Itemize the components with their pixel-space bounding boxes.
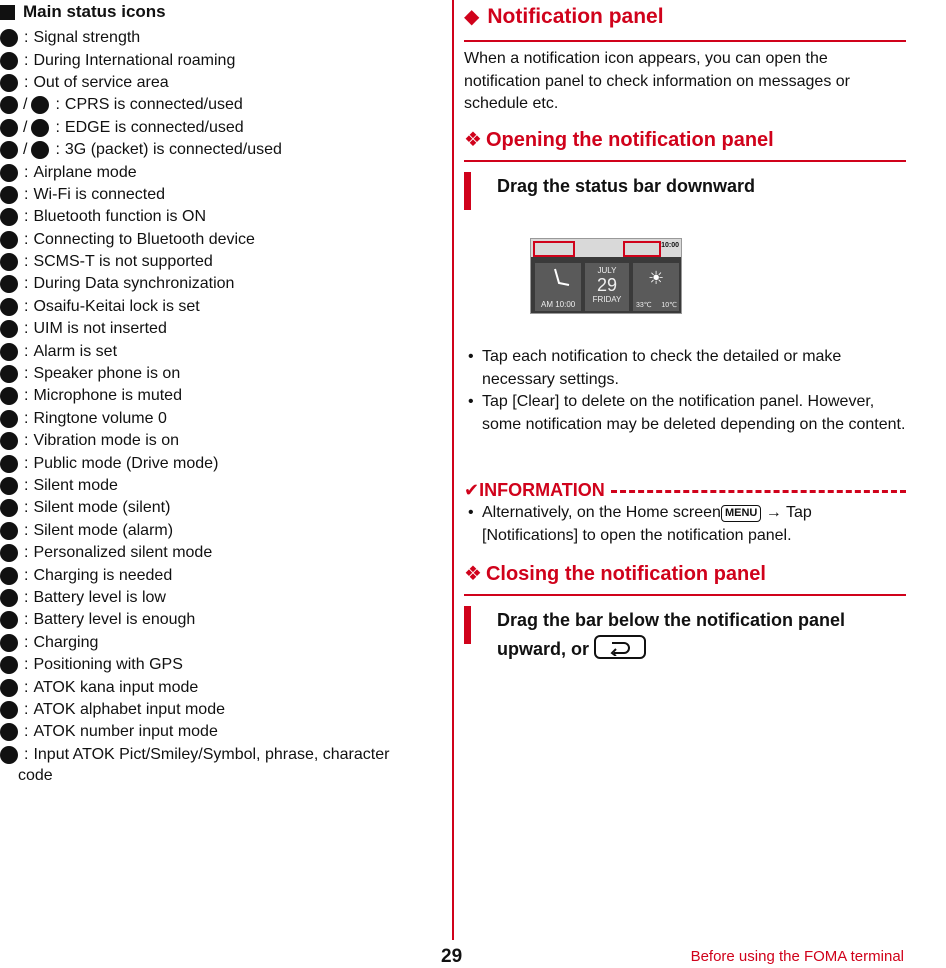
opening-title: Opening the notification panel — [485, 129, 774, 151]
status-icon — [31, 119, 49, 137]
colon-separator: : — [24, 29, 29, 47]
status-icon-label: Public mode (Drive mode) — [33, 454, 219, 472]
colon-separator: : — [55, 141, 60, 159]
list-item — [0, 721, 440, 743]
colon-separator: : — [24, 633, 29, 651]
notification-panel-heading — [464, 4, 906, 42]
status-icon — [0, 298, 18, 316]
status-icon-label: Battery level is enough — [33, 611, 196, 629]
status-icon-label: Connecting to Bluetooth device — [33, 230, 255, 248]
list-item — [0, 564, 440, 586]
temp-high: 33℃ — [636, 302, 652, 309]
status-icon-label: CPRS is connected/used — [64, 96, 243, 114]
status-icon — [31, 96, 49, 114]
column-divider — [452, 0, 454, 940]
step-1-text: Drag the status bar downward — [497, 176, 756, 196]
list-item — [0, 184, 440, 206]
status-icon — [0, 455, 18, 473]
colon-separator: : — [24, 387, 29, 405]
status-icon-label: Airplane mode — [33, 163, 137, 181]
sun-icon: ☀ — [648, 268, 665, 288]
status-icon — [0, 164, 18, 182]
notification-panel-title: Notification panel — [487, 5, 664, 28]
back-key-icon — [594, 635, 646, 659]
notification-panel-screenshot — [530, 238, 682, 314]
list-item — [0, 632, 440, 654]
status-icon-label: Signal strength — [33, 29, 141, 47]
colon-separator: : — [24, 342, 29, 360]
status-icon-label: SCMS-T is not supported — [33, 253, 213, 271]
status-icon-label: 3G (packet) is connected/used — [64, 141, 282, 159]
square-bullet-icon — [0, 5, 15, 20]
status-icon-label: Silent mode (silent) — [33, 499, 171, 517]
status-icon-label: Silent mode — [33, 477, 118, 494]
status-icon-label: Out of service area — [33, 73, 169, 91]
colon-separator: : — [24, 678, 29, 696]
list-item — [0, 475, 440, 497]
colon-separator: : — [24, 656, 29, 674]
status-icon-list — [0, 27, 440, 766]
status-icon-label: EDGE is connected/used — [64, 118, 244, 136]
step-2 — [464, 606, 845, 664]
list-item — [0, 340, 440, 362]
list-item — [0, 609, 440, 631]
list-item — [0, 206, 440, 228]
status-icon — [0, 52, 18, 70]
status-icon-label: Charging — [33, 633, 99, 651]
colon-separator: : — [24, 700, 29, 718]
status-icon-label: Wi-Fi is connected — [33, 185, 166, 203]
step-2-line-b: upward, or — [497, 639, 590, 659]
list-item — [0, 72, 440, 94]
bullet-1-text: Tap each notification to check the detailed or make necessary settings. — [482, 348, 842, 388]
step-2-text — [497, 606, 845, 664]
status-icon — [0, 589, 18, 607]
list-wrap-text: code — [18, 767, 53, 784]
status-icon — [0, 499, 18, 517]
status-icon — [0, 29, 18, 47]
status-icon — [0, 141, 18, 159]
status-icon-label: During Data synchronization — [33, 275, 235, 293]
bullet-dot-icon: • — [468, 504, 474, 521]
colon-separator: : — [24, 253, 29, 271]
list-item — [0, 430, 440, 452]
bullet-2 — [464, 391, 906, 436]
status-icon — [0, 387, 18, 405]
step-number-bar-icon — [464, 172, 471, 210]
information-heading — [464, 478, 906, 502]
status-icon — [0, 343, 18, 361]
calendar-month: JULY — [597, 266, 617, 275]
closing-title: Closing the notification panel — [485, 563, 766, 585]
status-icon — [0, 544, 18, 562]
status-icon — [0, 746, 18, 764]
list-item — [0, 699, 440, 721]
step-1 — [464, 172, 755, 210]
status-icon-label: Input ATOK Pict/Smiley/Symbol, phrase, character — [33, 745, 390, 763]
colon-separator: : — [24, 588, 29, 606]
status-icon — [0, 432, 18, 450]
clock-text: AM 10:00 — [541, 300, 576, 309]
status-icon-label: ATOK number input mode — [33, 723, 218, 741]
status-icon — [0, 656, 18, 674]
list-item — [0, 542, 440, 564]
section-name: Before using the FOMA terminal — [690, 948, 904, 965]
list-item — [0, 654, 440, 676]
status-icon — [0, 275, 18, 293]
calendar-widget — [585, 263, 629, 311]
status-icon — [0, 208, 18, 226]
temp-low: 10℃ — [661, 302, 677, 309]
list-item — [0, 363, 440, 385]
list-item — [0, 318, 440, 340]
status-icon — [0, 701, 18, 719]
information-bullet — [464, 502, 906, 547]
list-item — [0, 385, 440, 407]
status-icon — [0, 231, 18, 249]
bullet-2-text: Tap [Clear] to delete on the notification panel. However, some notification may be deleted depending on the content. — [482, 393, 906, 433]
status-icon — [0, 96, 18, 114]
colon-separator: : — [24, 544, 29, 562]
status-icon — [0, 477, 18, 495]
status-icons-heading — [0, 0, 166, 24]
list-item — [0, 452, 440, 474]
opening-heading — [464, 128, 906, 162]
colon-separator: : — [24, 73, 29, 91]
colon-separator: : — [24, 409, 29, 427]
colon-separator: : — [24, 275, 29, 293]
status-icon — [0, 253, 18, 271]
status-icon — [0, 320, 18, 338]
information-label: INFORMATION — [479, 479, 605, 500]
calendar-weekday: FRIDAY — [592, 295, 622, 304]
list-item — [0, 587, 440, 609]
calendar-day: 29 — [596, 275, 618, 295]
status-icons-highlight — [623, 241, 661, 257]
list-item — [0, 676, 440, 698]
list-item — [0, 49, 440, 71]
colon-separator: : — [24, 745, 29, 763]
diamond-icon: ◆ — [464, 6, 480, 28]
status-icon-label: Vibration mode is on — [33, 432, 180, 450]
status-icon-label: During International roaming — [33, 51, 236, 69]
colon-separator: : — [24, 230, 29, 248]
colon-separator: : — [24, 499, 29, 517]
bullet-dot-icon: • — [468, 393, 474, 410]
menu-key-icon: MENU — [721, 505, 761, 522]
status-icon — [0, 119, 18, 137]
clock-widget — [535, 263, 581, 311]
colon-separator: : — [24, 208, 29, 226]
page-number: 29 — [441, 946, 463, 967]
colon-separator: : — [24, 163, 29, 181]
notification-icons-highlight — [533, 241, 575, 257]
list-item — [0, 296, 440, 318]
list-item — [0, 251, 440, 273]
check-icon: ✔ — [464, 479, 480, 500]
colon-separator: : — [24, 51, 29, 69]
colon-separator: : — [55, 118, 60, 136]
list-item — [0, 273, 440, 295]
status-icon-label: Personalized silent mode — [33, 544, 213, 562]
status-icon — [0, 679, 18, 697]
step-2-line-a: Drag the bar below the notification panel — [497, 610, 846, 630]
status-icon — [0, 522, 18, 540]
colon-separator: : — [24, 432, 29, 450]
status-icon-label: Bluetooth function is ON — [33, 208, 206, 226]
list-item — [0, 139, 440, 161]
list-item — [0, 161, 440, 183]
list-item — [0, 744, 440, 766]
list-item — [0, 94, 440, 116]
status-icon-label: Microphone is muted — [33, 387, 182, 405]
status-icon-label: Ringtone volume 0 — [33, 409, 167, 427]
colon-separator: : — [24, 185, 29, 203]
colon-separator: : — [24, 454, 29, 472]
colon-separator: : — [24, 566, 29, 584]
colon-separator: : — [24, 521, 29, 539]
status-bar-time: 10:00 — [661, 242, 679, 249]
slash-separator: / — [23, 141, 28, 159]
colon-separator: : — [24, 477, 29, 494]
list-item — [0, 27, 440, 49]
status-icon-label: Silent mode (alarm) — [33, 521, 174, 539]
colon-separator: : — [24, 320, 29, 338]
list-item — [0, 497, 440, 519]
bullet-dot-icon: • — [468, 348, 474, 365]
status-icon-label: ATOK alphabet input mode — [33, 700, 225, 718]
status-icon — [0, 634, 18, 652]
slash-separator: / — [23, 96, 28, 114]
list-item — [0, 117, 440, 139]
weather-widget — [633, 263, 679, 311]
flower-icon: ❖ — [464, 129, 482, 151]
step-number-bar-icon — [464, 606, 471, 644]
colon-separator: : — [24, 297, 29, 315]
intro-paragraph: When a notification icon appears, you can open the notification panel to check information on messages or schedule etc. — [464, 50, 850, 112]
status-icon — [31, 141, 49, 159]
colon-separator: : — [24, 365, 29, 383]
status-icon — [0, 611, 18, 629]
status-icon — [0, 74, 18, 92]
list-item — [0, 520, 440, 542]
clock-hands-icon — [535, 263, 581, 297]
status-icon — [0, 567, 18, 585]
list-item — [0, 229, 440, 251]
status-icon-label: Alarm is set — [33, 342, 118, 360]
status-icon-label: Charging is needed — [33, 566, 173, 584]
status-icon — [0, 186, 18, 204]
status-icon-label: Osaifu-Keitai lock is set — [33, 297, 200, 315]
status-icons-title: Main status icons — [23, 2, 166, 21]
info-text-b: → Tap [Notifications] to open the notification panel. — [482, 504, 812, 544]
status-icon — [0, 723, 18, 741]
dashed-rule — [611, 490, 906, 493]
status-icon-label: ATOK kana input mode — [33, 678, 199, 696]
closing-heading — [464, 562, 906, 596]
status-icon-label: Speaker phone is on — [33, 365, 181, 383]
status-icon-label: Battery level is low — [33, 588, 166, 606]
colon-separator: : — [24, 611, 29, 629]
info-text-a: Alternatively, on the Home screen — [482, 504, 721, 521]
bullet-1 — [464, 346, 906, 391]
slash-separator: / — [23, 118, 28, 136]
flower-icon: ❖ — [464, 563, 482, 585]
status-icon — [0, 410, 18, 428]
status-icon — [0, 365, 18, 383]
status-icon-label: Positioning with GPS — [33, 656, 183, 674]
list-item — [0, 408, 440, 430]
colon-separator: : — [55, 96, 60, 114]
colon-separator: : — [24, 723, 29, 741]
status-icon-label: UIM is not inserted — [33, 320, 167, 338]
